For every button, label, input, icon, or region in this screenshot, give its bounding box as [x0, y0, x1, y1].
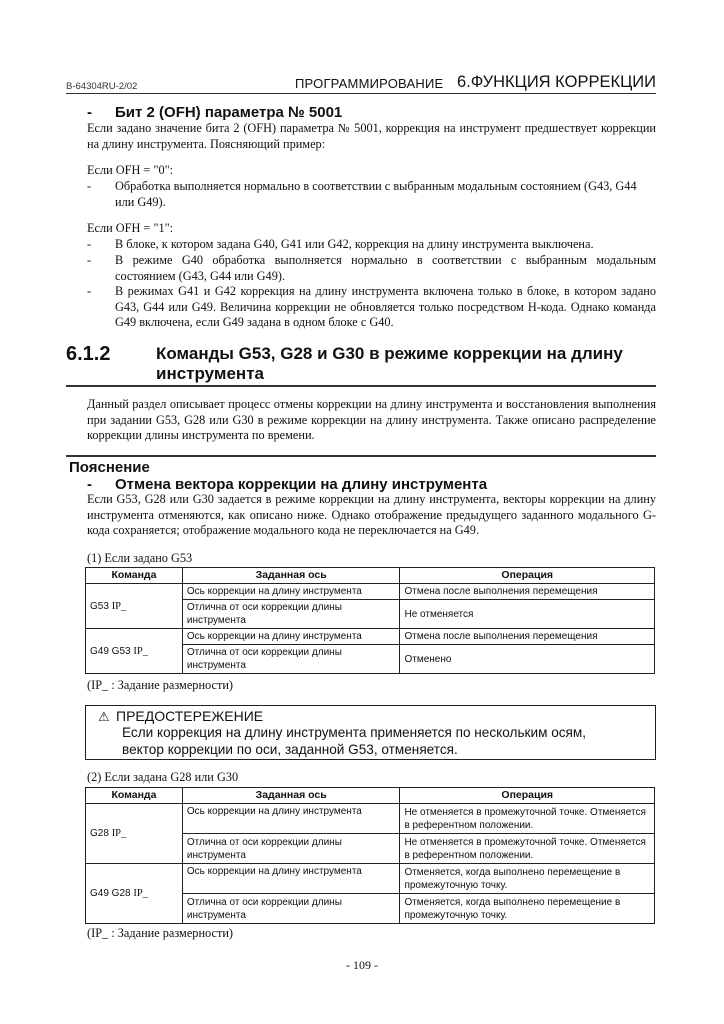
axis-cell: Ось коррекции на длину инструмента	[182, 864, 400, 894]
ofh1-item: - В блоке, к котором задана G40, G41 или G42, коррекция на длину инструмента выключена.	[87, 237, 594, 251]
table-row	[86, 584, 655, 600]
command-cell: G49 G28 IP_	[86, 864, 183, 924]
table-g53	[85, 567, 655, 674]
operation-cell: Отмена после выполнения перемещения	[400, 629, 655, 645]
bit2-title: Бит 2 (OFH) параметра № 5001	[115, 104, 343, 121]
caution-title: ⚠ ПРЕДОСТЕРЕЖЕНИЕ	[98, 708, 264, 724]
axis-cell: Отлична от оси коррекции длины инструмента	[182, 834, 400, 864]
operation-cell: Не отменяется в промежуточной точке. Отменяется в референтном положении.	[400, 834, 655, 864]
ofh0-label: Если OFH = "0":	[87, 163, 174, 177]
axis-cell: Ось коррекции на длину инструмента	[182, 804, 400, 834]
bit2-intro: Если задано значение бита 2 (OFH) параметра № 5001, коррекция на инструмент предшествует коррекции на длину инструмента. Поясняющий пример:	[87, 121, 656, 151]
axis-cell: Отлична от оси коррекции длины инструмента	[182, 645, 400, 674]
ofh1-item: - В режиме G40 обработка выполняется нормально в соответствии с выбранным модальным состоянием (G43, G44 или G49).	[87, 253, 656, 283]
operation-cell: Отмена после выполнения перемещения	[400, 584, 655, 600]
page-header	[66, 73, 656, 94]
table-header-row	[86, 788, 655, 804]
header-section: ПРОГРАММИРОВАНИЕ	[295, 76, 444, 91]
axis-cell: Ось коррекции на длину инструмента	[182, 584, 400, 600]
ofh1-label: Если OFH = "1":	[87, 221, 174, 235]
col-operation: Операция	[400, 788, 655, 804]
bit2-heading	[87, 104, 342, 121]
table2-note: (IP_ : Задание размерности)	[87, 926, 233, 940]
operation-cell: Отменено	[400, 645, 655, 674]
table1-caption: (1) Если задано G53	[87, 551, 193, 565]
explanation-heading: Пояснение	[69, 459, 150, 476]
ofh0-item: - Обработка выполняется нормально в соответствии с выбранным модальным состоянием (G43, G44 или G49).	[87, 179, 637, 209]
col-operation: Операция	[400, 568, 655, 584]
table-header-row	[86, 568, 655, 584]
table-row	[86, 629, 655, 645]
explanation-subheading: - Отмена вектора коррекции на длину инструмента	[87, 476, 488, 493]
heading-dash: -	[87, 104, 92, 121]
table-g28-g30	[85, 787, 655, 924]
header-chapter: 6.ФУНКЦИЯ КОРРЕКЦИИ	[457, 73, 656, 91]
col-axis: Заданная ось	[182, 568, 400, 584]
col-command: Команда	[86, 568, 183, 584]
caution-box	[85, 705, 656, 760]
warning-triangle-icon: ⚠	[98, 709, 110, 724]
axis-cell: Ось коррекции на длину инструмента	[182, 629, 400, 645]
section-title: Команды G53, G28 и G30 в режиме коррекции на длину инструмента	[156, 344, 623, 383]
operation-cell: Отменяется, когда выполнено перемещение в промежуточную точку.	[400, 864, 655, 894]
command-cell: G49 G53 IP_	[86, 629, 183, 674]
table1-note: (IP_ : Задание размерности)	[87, 678, 233, 692]
section-intro: Данный раздел описывает процесс отмены коррекции на длину инструмента и восстановления выполнения при задании G53, G28 или G30 в режиме коррекции на длину инструмента. Также описано распределение коррекции длины инструмента по времени.	[87, 397, 656, 442]
col-axis: Заданная ось	[182, 788, 400, 804]
caution-text: Если коррекция на длину инструмента применяется по нескольким осям, вектор коррекции по оси, заданной G53, отменяется.	[122, 725, 587, 757]
heading-dash: -	[87, 476, 92, 493]
section-number: 6.1.2	[66, 343, 111, 365]
operation-cell: Отменяется, когда выполнено перемещение в промежуточную точку.	[400, 894, 655, 924]
document-id: B-64304RU-2/02	[66, 81, 138, 92]
command-cell: G28 IP_	[86, 804, 183, 864]
ofh1-item: - В режимах G41 и G42 коррекция на длину инструмента включена только в блоке, в котором задано G43, G44 или G49. Величина коррекции не обновляется только посредством H-кода. Однако команда G49 включена, если G49 задана в одном блоке с G40.	[87, 284, 656, 329]
table2-caption: (2) Если задана G28 или G30	[87, 770, 239, 784]
page-number: - 109 -	[346, 958, 378, 972]
command-cell: G53 IP_	[86, 584, 183, 629]
table-row	[86, 804, 655, 834]
table-row	[86, 864, 655, 894]
col-command: Команда	[86, 788, 183, 804]
operation-cell: Не отменяется	[400, 600, 655, 629]
explanation-rule	[66, 455, 656, 457]
axis-cell: Отлична от оси коррекции длины инструмента	[182, 600, 400, 629]
axis-cell: Отлична от оси коррекции длины инструмента	[182, 894, 400, 924]
section-rule	[66, 385, 656, 387]
explanation-text: Если G53, G28 или G30 задается в режиме коррекции на длину инструмента, векторы коррекции на длину инструмента отменяются, как описано ниже. Однако отображение предыдущего заданного модального G-кода сохраняется; отображение модального кода не переключается на G49.	[87, 492, 656, 537]
operation-cell: Не отменяется в промежуточной точке. Отменяется в референтном положении.	[400, 804, 655, 834]
